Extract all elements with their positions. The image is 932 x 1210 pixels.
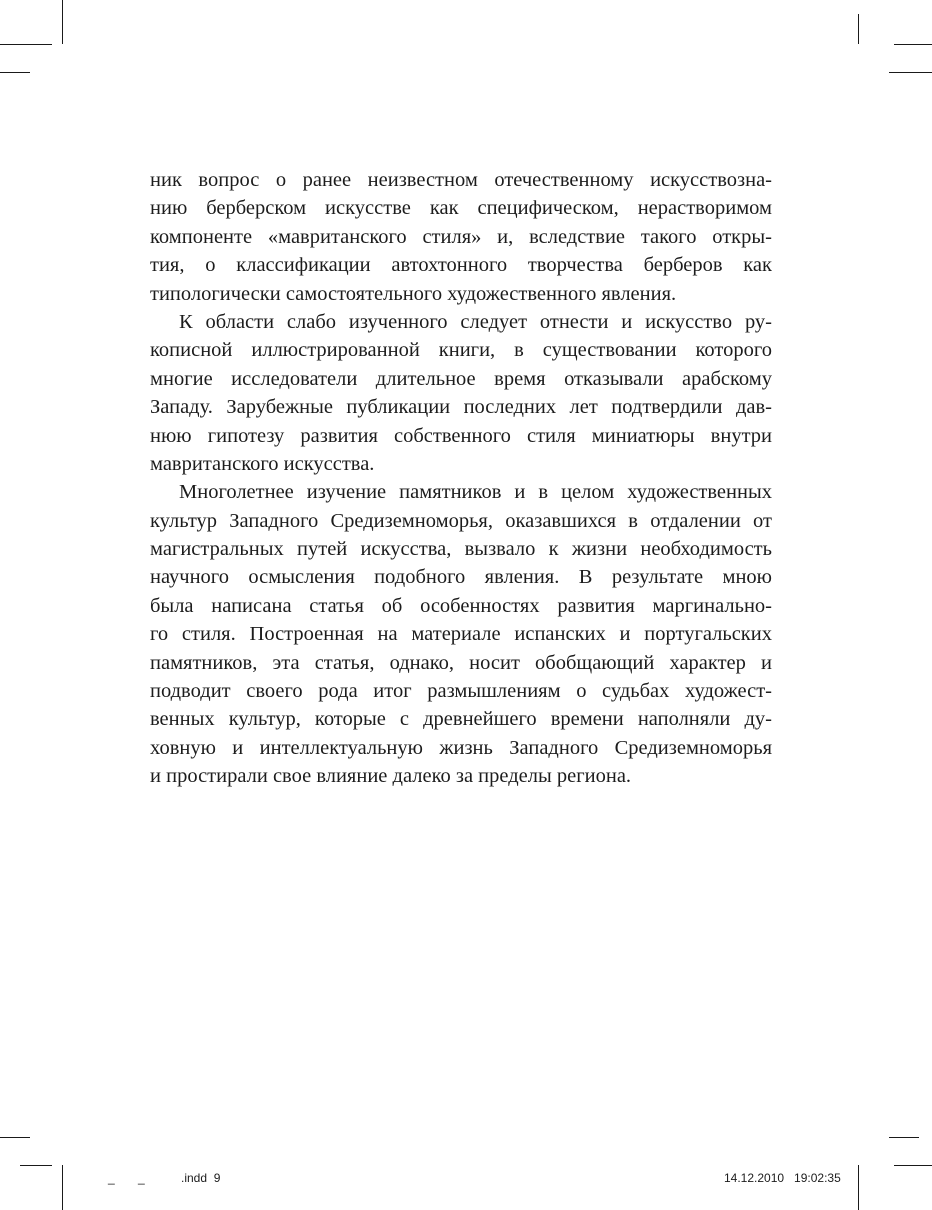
- crop-mark-bottom-right-horizontal-2: [894, 1165, 932, 1166]
- crop-mark-bottom-right-horizontal: [889, 1137, 919, 1138]
- crop-mark-bottom-right-vertical: [858, 1165, 859, 1210]
- paragraph-3: [150, 478, 772, 790]
- crop-mark-top-right-horizontal-2: [889, 72, 932, 73]
- text-line: подводит своего рода итог размышлениям о судьбах художест-: [150, 680, 772, 703]
- text-line: К области слабо изученного следует отнести и искусство ру-: [179, 310, 772, 333]
- crop-mark-bottom-left-vertical: [62, 1165, 63, 1210]
- text-line: нюю гипотезу развития собственного стиля миниатюры внутри: [150, 424, 772, 447]
- paragraph-1: [150, 166, 772, 308]
- crop-mark-top-right-horizontal: [894, 44, 932, 45]
- text-line: тия, о классификации автохтонного творчества берберов как: [150, 254, 772, 277]
- text-line: кописной иллюстрированной книги, в существовании которого: [150, 339, 772, 362]
- text-line: нию берберском искусстве как специфическом, нерастворимом: [150, 197, 772, 220]
- text-line: компоненте «мавританского стиля» и, вследствие такого откры-: [150, 225, 772, 248]
- crop-mark-bottom-left-horizontal-2: [20, 1165, 52, 1166]
- text-line: магистральных путей искусства, вызвало к жизни необходимость: [150, 538, 772, 561]
- text-line: памятников, эта статья, однако, носит обобщающий характер и: [150, 651, 772, 674]
- text-line: Многолетнее изучение памятников и в целом художественных: [179, 481, 772, 504]
- crop-mark-top-left-horizontal: [0, 44, 52, 45]
- slug-datetime: 14.12.2010 19:02:35: [724, 1171, 841, 1185]
- text-line: мавританского искусства.: [150, 452, 375, 475]
- slug-left-marks: _ _: [108, 1171, 145, 1185]
- slug-file-label: .indd 9: [181, 1171, 221, 1185]
- paragraph-2: [150, 308, 772, 478]
- text-line: многие исследователи длительное время отказывали арабскому: [150, 367, 772, 390]
- text-line: Западу. Зарубежные публикации последних лет подтвердили дав-: [150, 396, 772, 419]
- body-text: [150, 166, 772, 791]
- text-line: венных культур, которые с древнейшего времени наполняли ду-: [150, 708, 772, 731]
- text-line: ховную и интеллектуальную жизнь Западного Средиземноморья: [150, 736, 772, 759]
- text-line: ник вопрос о ранее неизвестном отечественному искусствозна-: [150, 169, 772, 191]
- text-line: научного осмысления подобного явления. В результате мною: [150, 566, 772, 589]
- text-line: го стиля. Построенная на материале испанских и португальских: [150, 623, 772, 646]
- text-line: была написана статья об особенностях развития маргинально-: [150, 594, 772, 617]
- text-line: и простирали свое влияние далеко за пределы региона.: [150, 765, 632, 788]
- text-line: типологически самостоятельного художественного явления.: [150, 282, 677, 305]
- crop-mark-top-left-horizontal-2: [0, 72, 30, 73]
- crop-mark-top-right-vertical: [858, 14, 859, 44]
- crop-mark-bottom-left-horizontal: [0, 1137, 30, 1138]
- text-line: культур Западного Средиземноморья, оказавшихся в отдалении от: [150, 509, 772, 532]
- crop-mark-top-left-vertical: [62, 0, 63, 44]
